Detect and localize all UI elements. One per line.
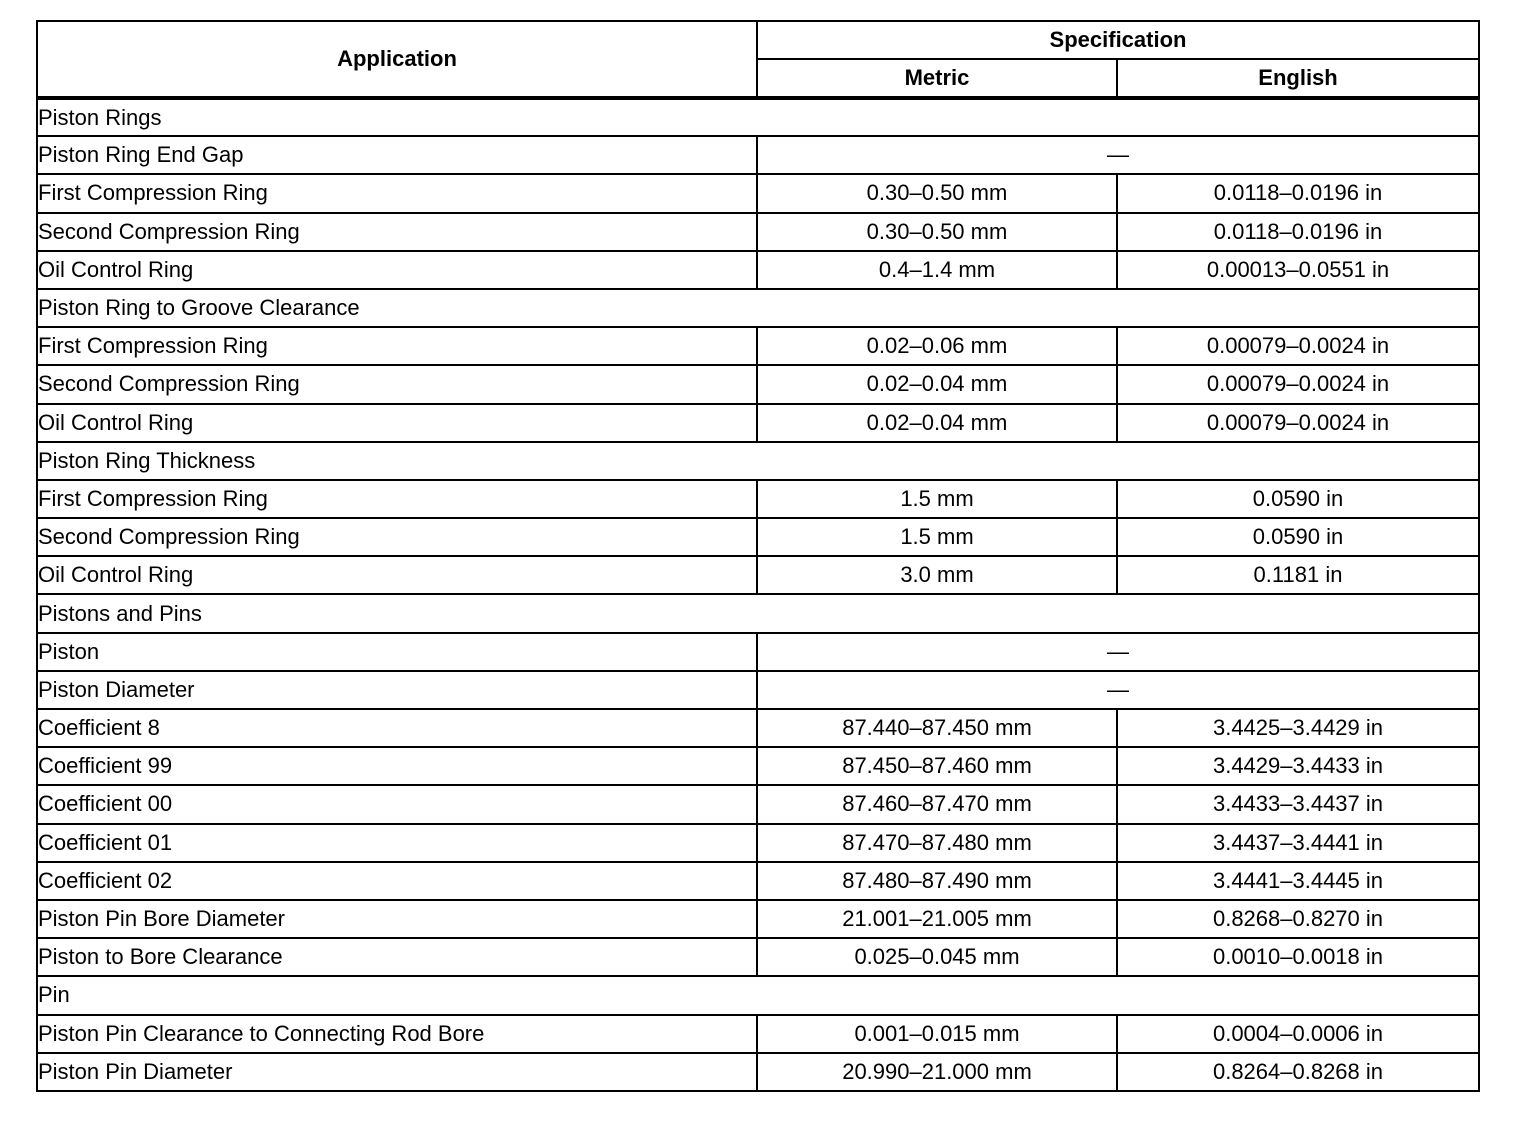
subsection-heading: Piston — [37, 633, 757, 671]
english-value: 3.4429–3.4433 in — [1117, 747, 1479, 785]
metric-value: 1.5 mm — [757, 518, 1117, 556]
specification-header: Specification — [757, 21, 1479, 59]
specification-table — [36, 20, 1480, 1092]
metric-value: 87.450–87.460 mm — [757, 747, 1117, 785]
application-cell: Coefficient 8 — [37, 709, 757, 747]
not-applicable-value: — — [757, 633, 1479, 671]
metric-value: 0.30–0.50 mm — [757, 213, 1117, 251]
application-header: Application — [37, 21, 757, 98]
table-row — [37, 824, 1479, 862]
table-row — [37, 556, 1479, 594]
table-row — [37, 136, 1479, 174]
table-row — [37, 1015, 1479, 1053]
application-cell: Coefficient 02 — [37, 862, 757, 900]
english-header: English — [1117, 59, 1479, 98]
table-row — [37, 747, 1479, 785]
english-value: 0.0004–0.0006 in — [1117, 1015, 1479, 1053]
application-cell: Second Compression Ring — [37, 365, 757, 403]
application-cell: First Compression Ring — [37, 174, 757, 212]
application-cell: Coefficient 00 — [37, 785, 757, 823]
application-cell: Coefficient 01 — [37, 824, 757, 862]
metric-value: 3.0 mm — [757, 556, 1117, 594]
metric-value: 0.001–0.015 mm — [757, 1015, 1117, 1053]
english-value: 0.0010–0.0018 in — [1117, 938, 1479, 976]
table-row — [37, 365, 1479, 403]
application-cell: Oil Control Ring — [37, 404, 757, 442]
not-applicable-value: — — [757, 671, 1479, 709]
metric-value: 0.02–0.04 mm — [757, 365, 1117, 403]
english-value: 0.00079–0.0024 in — [1117, 327, 1479, 365]
table-row — [37, 213, 1479, 251]
english-value: 3.4433–3.4437 in — [1117, 785, 1479, 823]
english-value: 0.00079–0.0024 in — [1117, 365, 1479, 403]
english-value: 3.4437–3.4441 in — [1117, 824, 1479, 862]
metric-value: 0.02–0.04 mm — [757, 404, 1117, 442]
metric-value: 87.480–87.490 mm — [757, 862, 1117, 900]
application-cell: Piston to Bore Clearance — [37, 938, 757, 976]
section-heading: Piston Rings — [37, 98, 1479, 136]
table-row — [37, 594, 1479, 632]
section-heading: Pistons and Pins — [37, 594, 1479, 632]
application-cell: Piston Diameter — [37, 671, 757, 709]
table-row — [37, 404, 1479, 442]
table-row — [37, 442, 1479, 480]
application-cell: Piston Pin Diameter — [37, 1053, 757, 1091]
english-value: 0.0118–0.0196 in — [1117, 174, 1479, 212]
table-row — [37, 633, 1479, 671]
english-value: 0.8264–0.8268 in — [1117, 1053, 1479, 1091]
subsection-heading: Piston Ring Thickness — [37, 442, 1479, 480]
subsection-heading: Piston Ring to Groove Clearance — [37, 289, 1479, 327]
english-value: 3.4441–3.4445 in — [1117, 862, 1479, 900]
table-row — [37, 327, 1479, 365]
application-cell: Coefficient 99 — [37, 747, 757, 785]
metric-value: 0.4–1.4 mm — [757, 251, 1117, 289]
table-row — [37, 174, 1479, 212]
subsection-heading: Piston Ring End Gap — [37, 136, 757, 174]
table-row — [37, 900, 1479, 938]
table-row — [37, 709, 1479, 747]
table-row — [37, 862, 1479, 900]
metric-value: 0.30–0.50 mm — [757, 174, 1117, 212]
table-row — [37, 938, 1479, 976]
application-cell: First Compression Ring — [37, 327, 757, 365]
metric-value: 0.02–0.06 mm — [757, 327, 1117, 365]
metric-header: Metric — [757, 59, 1117, 98]
application-cell: Oil Control Ring — [37, 556, 757, 594]
application-cell: Piston Pin Bore Diameter — [37, 900, 757, 938]
english-value: 0.00013–0.0551 in — [1117, 251, 1479, 289]
application-cell: First Compression Ring — [37, 480, 757, 518]
metric-value: 21.001–21.005 mm — [757, 900, 1117, 938]
not-applicable-value: — — [757, 136, 1479, 174]
english-value: 0.00079–0.0024 in — [1117, 404, 1479, 442]
table-row — [37, 976, 1479, 1014]
metric-value: 87.460–87.470 mm — [757, 785, 1117, 823]
table-row — [37, 1053, 1479, 1091]
table-row — [37, 785, 1479, 823]
metric-value: 20.990–21.000 mm — [757, 1053, 1117, 1091]
english-value: 0.8268–0.8270 in — [1117, 900, 1479, 938]
metric-value: 87.440–87.450 mm — [757, 709, 1117, 747]
application-cell: Piston Pin Clearance to Connecting Rod Bore — [37, 1015, 757, 1053]
english-value: 3.4425–3.4429 in — [1117, 709, 1479, 747]
metric-value: 1.5 mm — [757, 480, 1117, 518]
table-row — [37, 251, 1479, 289]
table-row — [37, 480, 1479, 518]
english-value: 0.0118–0.0196 in — [1117, 213, 1479, 251]
english-value: 0.0590 in — [1117, 518, 1479, 556]
english-value: 0.1181 in — [1117, 556, 1479, 594]
metric-value: 87.470–87.480 mm — [757, 824, 1117, 862]
english-value: 0.0590 in — [1117, 480, 1479, 518]
application-cell: Second Compression Ring — [37, 213, 757, 251]
application-cell: Oil Control Ring — [37, 251, 757, 289]
metric-value: 0.025–0.045 mm — [757, 938, 1117, 976]
table-row — [37, 289, 1479, 327]
application-cell: Second Compression Ring — [37, 518, 757, 556]
table-row — [37, 671, 1479, 709]
table-row — [37, 98, 1479, 136]
table-row — [37, 518, 1479, 556]
subsection-heading: Pin — [37, 976, 1479, 1014]
